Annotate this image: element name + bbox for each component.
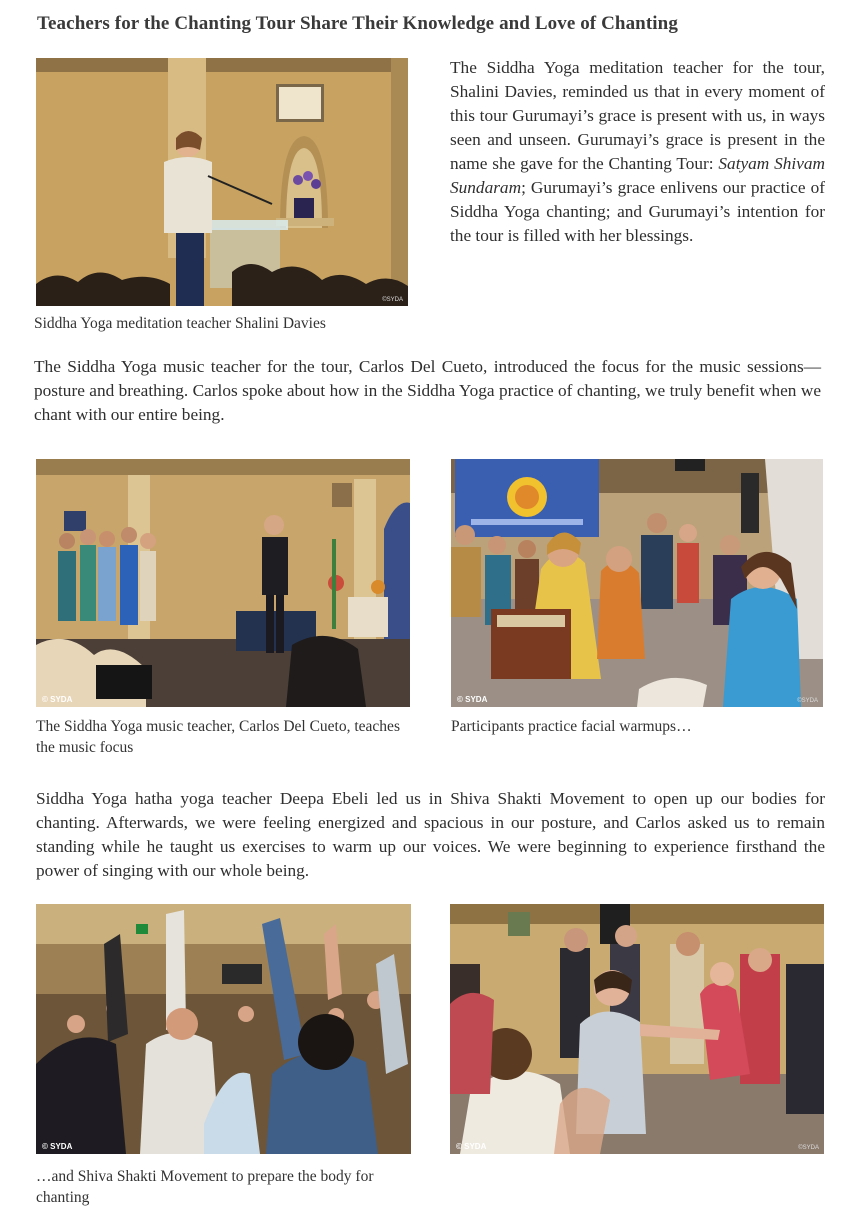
photo-credit: © SYDA <box>42 1142 73 1151</box>
photo-shalini-davies <box>36 58 408 306</box>
page-title: Teachers for the Chanting Tour Share Their Knowledge and Love of Chanting <box>37 13 678 34</box>
tour-name: Satyam Shivam Sundaram <box>450 154 825 197</box>
intro-text-start: The Siddha Yoga meditation teacher for the tour, Shalini Davies, reminded us that in every moment of this tour Gurumayi’s grace is present with us, in ways seen and unseen. Gurumayi’s grace is present in the name she gave for the Chanting Tour: <box>450 58 825 173</box>
photo-credit: © SYDA <box>456 1142 487 1151</box>
photo-carlos-del-cueto-image <box>36 459 410 707</box>
photo-children-dancing <box>450 904 824 1154</box>
photo-shiva-shakti-movement-image <box>36 904 411 1154</box>
photo-credit: ©SYDA <box>798 1145 819 1151</box>
photo-carlos-del-cueto <box>36 459 410 707</box>
movement-paragraph: Siddha Yoga hatha yoga teacher Deepa Ebeli led us in Shiva Shakti Movement to open up our bodies for chanting. Afterwards, we were feeling energized and spacious in our posture, and Carlos asked us to remain standing while he taught us exercises to warm up our voices. We were beginning to experience firsthand the power of singing with our whole being. <box>36 789 825 880</box>
caption-photo-movement: …and Shiva Shakti Movement to prepare the body for chanting <box>36 1168 374 1206</box>
caption-photo-shalini: Siddha Yoga meditation teacher Shalini Davies <box>34 315 326 332</box>
photo-shalini-davies-image <box>36 58 408 306</box>
photo-credit: ©SYDA <box>382 297 403 303</box>
photo-children-dancing-image <box>450 904 824 1154</box>
intro-paragraph <box>450 56 825 248</box>
photo-credit: © SYDA <box>42 695 73 704</box>
photo-credit: ©SYDA <box>797 698 818 704</box>
music-paragraph: The Siddha Yoga music teacher for the tour, Carlos Del Cueto, introduced the focus for the music sessions—posture and breathing. Carlos spoke about how in the Siddha Yoga practice of chanting, we truly benefit when we chant with our entire being. <box>34 357 821 424</box>
photo-facial-warmups-image <box>451 459 823 707</box>
caption-photo-warmups: Participants practice facial warmups… <box>451 718 692 735</box>
photo-credit: © SYDA <box>457 695 488 704</box>
photo-shiva-shakti-movement <box>36 904 411 1154</box>
photo-facial-warmups <box>451 459 823 707</box>
intro-text-end: ; Gurumayi’s grace enlivens our practice of Siddha Yoga chanting; and Gurumayi’s intention for the tour is filled with her blessings. <box>450 178 825 245</box>
caption-photo-carlos: The Siddha Yoga music teacher, Carlos Del Cueto, teaches the music focus <box>36 718 400 756</box>
